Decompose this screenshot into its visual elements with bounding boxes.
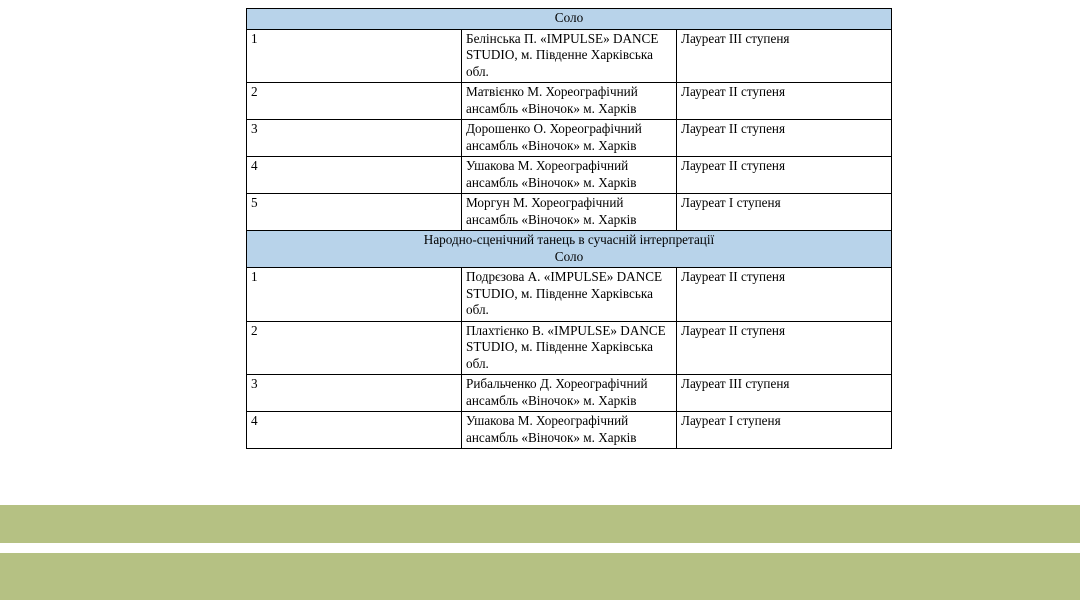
- row-participant: Моргун М. Хореографічний ансамбль «Віночок» м. Харків: [462, 194, 677, 231]
- row-number: 1: [247, 268, 462, 322]
- section-heading-subline: Соло: [554, 248, 584, 264]
- row-number: 2: [247, 321, 462, 375]
- row-number: 3: [247, 375, 462, 412]
- row-number: 2: [247, 83, 462, 120]
- row-participant: Плахтієнко В. «IMPULSE» DANCE STUDIO, м. Південне Харківська обл.: [462, 321, 677, 375]
- section-heading-row: [247, 9, 892, 30]
- row-award: Лауреат III ступеня: [677, 375, 892, 412]
- table-row: [247, 83, 892, 120]
- section-heading-row: [247, 231, 892, 268]
- row-participant: Дорошенко О. Хореографічний ансамбль «Віночок» м. Харків: [462, 120, 677, 157]
- row-award: Лауреат II ступеня: [677, 268, 892, 322]
- table-row: [247, 157, 892, 194]
- decorative-band-lower: [0, 553, 1080, 600]
- row-award: Лауреат II ступеня: [677, 157, 892, 194]
- section-heading-line: Народно-сценічний танець в сучасній інтерпретації: [423, 232, 715, 247]
- row-number: 4: [247, 157, 462, 194]
- results-table: [246, 8, 892, 449]
- row-award: Лауреат III ступеня: [677, 29, 892, 83]
- row-number: 3: [247, 120, 462, 157]
- row-award: Лауреат I ступеня: [677, 194, 892, 231]
- section-heading-line: Соло: [554, 10, 584, 25]
- row-award: Лауреат II ступеня: [677, 120, 892, 157]
- section-heading-cell: [247, 9, 892, 30]
- table-row: [247, 29, 892, 83]
- row-participant: Рибальченко Д. Хореографічний ансамбль «Віночок» м. Харків: [462, 375, 677, 412]
- table-row: [247, 321, 892, 375]
- row-participant: Подрєзова А. «IMPULSE» DANCE STUDIO, м. Південне Харківська обл.: [462, 268, 677, 322]
- row-participant: Матвієнко М. Хореографічний ансамбль «Віночок» м. Харків: [462, 83, 677, 120]
- table-row: [247, 120, 892, 157]
- table-row: [247, 268, 892, 322]
- table-row: [247, 375, 892, 412]
- section-heading-cell: [247, 231, 892, 268]
- row-number: 1: [247, 29, 462, 83]
- row-number: 4: [247, 412, 462, 449]
- row-award: Лауреат II ступеня: [677, 83, 892, 120]
- row-number: 5: [247, 194, 462, 231]
- row-participant: Белінська П. «IMPULSE» DANCE STUDIO, м. Південне Харківська обл.: [462, 29, 677, 83]
- row-award: Лауреат I ступеня: [677, 412, 892, 449]
- row-award: Лауреат II ступеня: [677, 321, 892, 375]
- table-row: [247, 194, 892, 231]
- table-row: [247, 412, 892, 449]
- results-table-body: [247, 9, 892, 449]
- decorative-band-upper: [0, 505, 1080, 543]
- row-participant: Ушакова М. Хореографічний ансамбль «Віночок» м. Харків: [462, 157, 677, 194]
- row-participant: Ушакова М. Хореографічний ансамбль «Віночок» м. Харків: [462, 412, 677, 449]
